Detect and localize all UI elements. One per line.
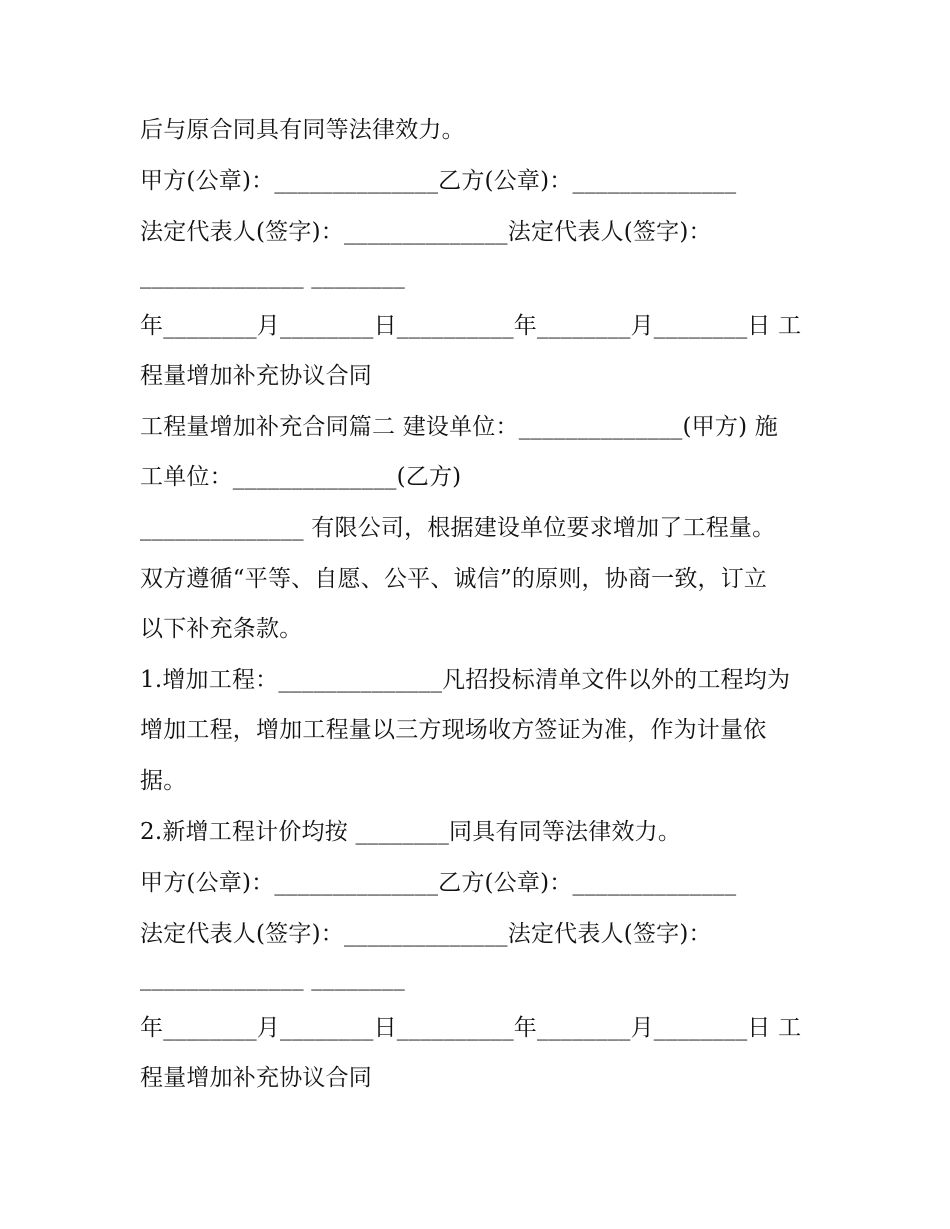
text-line: 增加工程，增加工程量以三方现场收方签证为准，作为计量依 — [140, 717, 767, 743]
text-line: 1.增加工程：______________凡招投标清单文件以外的工程均为 — [140, 667, 791, 693]
text-line: 2.新增工程计价均按 ________同具有同等法律效力。 — [140, 819, 682, 845]
text-line: ______________ 有限公司，根据建设单位要求增加了工程量。 — [140, 515, 776, 541]
text-line: 法定代表人(签字)：______________法定代表人(签字)： — [140, 921, 712, 947]
text-line: 工单位：______________(乙方) — [140, 464, 462, 490]
text-line: ______________ ________ — [140, 263, 405, 289]
text-line: 甲方(公章)：______________乙方(公章)：______________ — [140, 870, 737, 896]
text-line: 后与原合同具有同等法律效力。 — [140, 117, 465, 143]
text-line: 据。 — [140, 768, 187, 794]
text-line: 程量增加补充协议合同 — [140, 363, 372, 389]
text-line: 年________月________日__________年________月________日 工 — [140, 313, 802, 339]
text-line: 以下补充条款。 — [140, 616, 303, 642]
text-line: ______________ ________ — [140, 965, 405, 991]
text-line: 法定代表人(签字)：______________法定代表人(签字)： — [140, 219, 712, 245]
text-line: 年________月________日__________年________月________日 工 — [140, 1015, 802, 1041]
text-line: 甲方(公章)：______________乙方(公章)：______________ — [140, 168, 737, 194]
text-line: 工程量增加补充合同篇二 建设单位：______________(甲方) 施 — [140, 414, 778, 440]
text-line: 双方遵循“平等、自愿、公平、诚信”的原则，协商一致，订立 — [140, 566, 768, 592]
text-line: 程量增加补充协议合同 — [140, 1065, 372, 1091]
